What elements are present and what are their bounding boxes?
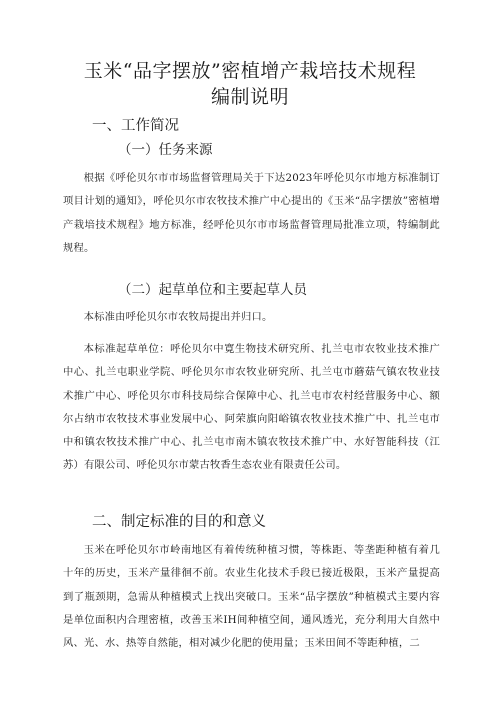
subsection-heading-task-source: （一）任务来源 (118, 142, 213, 158)
document-subtitle: 编制说明 (210, 86, 289, 108)
paragraph-proposer: 本标准由呼伦贝尔市农牧局提出并归口。 (83, 311, 273, 323)
section-heading-purpose: 二、制定标准的目的和意义 (92, 514, 266, 530)
document-title: 玉米“品字摆放”密植增产栽培技术规程 (83, 60, 417, 82)
subsection-heading-drafting-units: （二）起草单位和主要起草人员 (118, 282, 307, 298)
section-heading-work-overview: 一、工作简况 (92, 118, 179, 134)
paragraph-purpose: 玉米在呼伦贝尔市岭南地区有着传统种植习惯，等株距、等垄距种植有着几十年的历史，玉米产量徘徊不前。农业生化技术手段已接近极限，玉米产量提高到了瓶颈期，急需从种植模式上找出突破口。玉米“品字摆放”种植模式主要内容是单位面积内合理密植，改善玉米IH间种植空间，通风透光，充分利用大自然中风、光、水、热等自然能，相对减少化肥的使用量；玉米田间不等距种植，二 (63, 544, 440, 650)
paragraph-drafting-units: 本标准起草单位：呼伦贝尔中寛生物技术研究所、扎兰屯市农牧业技术推广中心、扎兰屯职业学院、呼伦贝尔市农牧业研究所、扎兰屯市蘑菇气镇农牧业技术推广中心、呼伦贝尔市科技局综合保障中心、扎兰屯市农村经营服务中心、额尔占纳市农牧技术事业发展中心、阿荣旗向阳峪镇农牧业技术推广中、扎兰屯市中和镇农牧技术推广中心、扎兰屯市南木镇农牧技术推广中、水好智能科技（江苏）有限公司、呼伦贝尔市蒙古牧香生态农业有限责任公司。 (63, 343, 440, 472)
paragraph-task-source: 根据《呼伦贝尔市市场监督管理局关于下达2023年呼伦贝尔市地方标准制订项目计划的通知》，呼伦贝尔市农牧技术推广中心提出的《玉米“品字摆放”密植增产栽培技术规程》地方标准，经呼伦贝尔市市场监督管理局批准立项，特编制此规程。 (63, 172, 440, 254)
